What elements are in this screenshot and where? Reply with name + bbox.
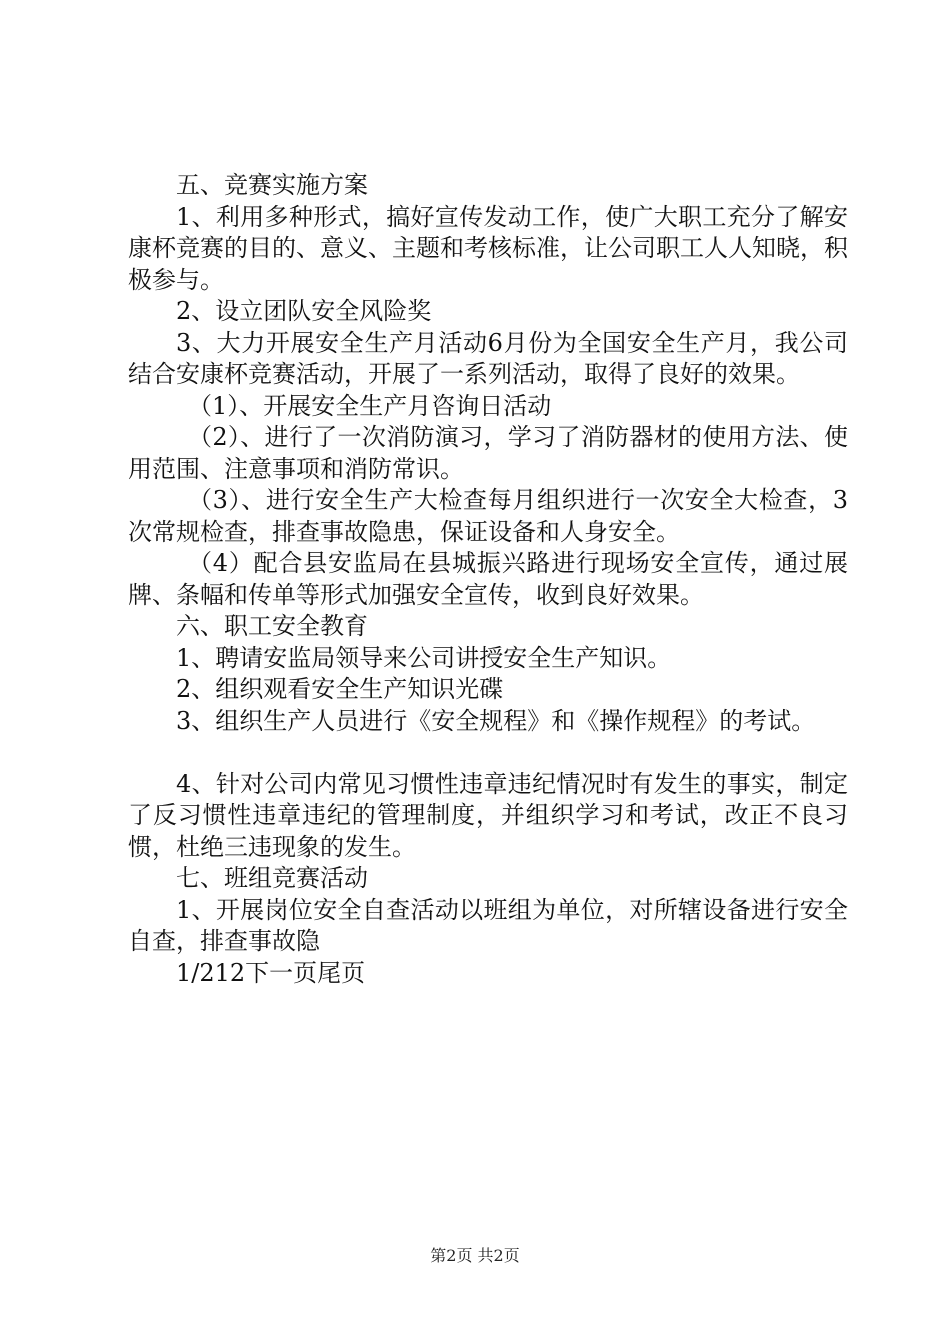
paragraph: 1、利用多种形式，搞好宣传发动工作，使广大职工充分了解安康杯竞赛的目的、意义、主题和考核标准，让公司职工人人知晓，积极参与。 [128,202,848,294]
paragraph: 3、组织生产人员进行《安全规程》和《操作规程》的考试。 [176,706,816,735]
section-heading-6: 六、职工安全教育 [176,612,368,640]
section-heading-7: 七、班组竞赛活动 [176,864,368,892]
paragraph: 1、聘请安监局领导来公司讲授安全生产知识。 [176,643,672,672]
paragraph: 3、大力开展安全生产月活动6月份为全国安全生产月，我公司结合安康杯竞赛活动，开展了一系列活动，取得了良好的效果。 [128,328,848,388]
sub-item-4: （4）配合县安监局在县城振兴路进行现场安全宣传，通过展牌、条幅和传单等形式加强安全宣传，收到良好效果。 [128,549,848,609]
paragraph: 2、设立团队安全风险奖 [176,297,432,325]
sub-item-1: （1）、开展安全生产月咨询日活动 [188,391,552,420]
paragraph-gap [128,737,848,769]
sub-item-2: （2）、进行了一次消防演习，学习了消防器材的使用方法、使用范围、注意事项和消防常识。 [128,423,848,483]
paragraph: 1、开展岗位安全自查活动以班组为单位，对所辖设备进行安全自查，排查事故隐 [128,895,848,955]
page-footer: 第2页 共2页 [430,1246,520,1265]
paragraph: 2、组织观看安全生产知识光碟 [176,675,504,703]
document-body [128,170,848,989]
paragraph: 4、针对公司内常见习惯性违章违纪情况时有发生的事实，制定了反习惯性违章违纪的管理制度，并组织学习和考试，改正不良习惯，杜绝三违现象的发生。 [128,769,848,861]
pagination-text: 1/212下一页尾页 [176,958,366,987]
section-heading-5: 五、竞赛实施方案 [176,171,368,199]
sub-item-3: （3）、进行安全生产大检查每月组织进行一次安全大检查，3次常规检查，排查事故隐患，保证设备和人身安全。 [128,486,848,546]
